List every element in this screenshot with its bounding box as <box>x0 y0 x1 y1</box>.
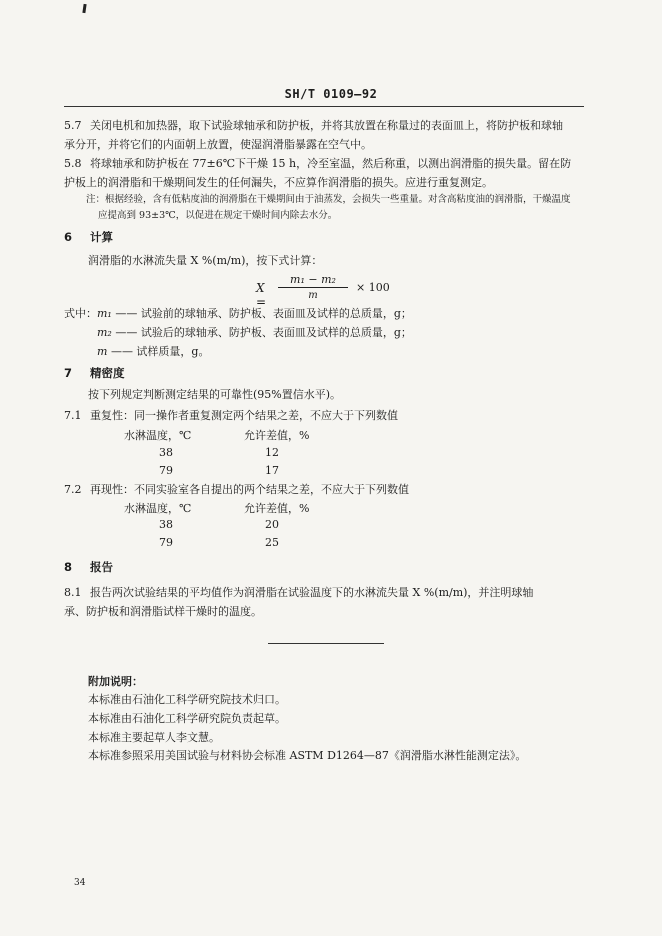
clause-text: 重复性：同一操作者重复测定两个结果之差，不应大于下列数值 <box>90 409 398 422</box>
where-prefix: 式中： <box>64 307 97 320</box>
formula-lhs: X = <box>256 281 267 309</box>
clause-number: 5.7 <box>64 119 82 132</box>
appendix-line: 本标准主要起草人李文慧。 <box>88 731 220 744</box>
clause-number: 5.8 <box>64 157 82 170</box>
clause-7-2 <box>64 480 409 499</box>
clause-text: 报告两次试验结果的平均值作为润滑脂在试验温度下的水淋流失量 X %(m/m)，并注明球轴 <box>90 586 534 599</box>
section-6-heading <box>64 229 113 245</box>
clause-text: 再现性：不同实验室各自提出的两个结果之差，不应大于下列数值 <box>90 483 409 496</box>
def-symbol: m <box>97 345 108 358</box>
section-number: 6 <box>64 230 73 244</box>
repeat-diff-cell: 12 <box>265 446 279 459</box>
def-text: —— 试样质量，g。 <box>110 345 210 358</box>
clause-5-8-cont: 护板上的润滑脂和干燥期间发生的任何漏失，不应算作润滑脂的损失。应进行重复测定。 <box>64 176 493 189</box>
section-title: 计算 <box>90 230 113 244</box>
page-number: 34 <box>74 878 86 888</box>
repeat-temp-cell: 38 <box>159 446 173 459</box>
scan-mark <box>82 4 86 13</box>
header-rule <box>64 106 584 107</box>
repeat-diff-cell: 17 <box>265 464 279 477</box>
appendix-line: 本标准由石油化工科学研究院负责起草。 <box>88 712 286 725</box>
def-symbol: m₁ <box>97 307 112 320</box>
section-number: 8 <box>64 560 73 574</box>
clause-5-7 <box>64 116 563 135</box>
clause-7-1 <box>64 406 398 425</box>
clause-number: 8.1 <box>64 586 82 599</box>
section-title: 报告 <box>90 560 113 574</box>
col-header-temp: 水淋温度，℃ <box>124 429 192 442</box>
definition-2 <box>97 323 412 342</box>
section-8-heading <box>64 559 113 575</box>
definition-1 <box>64 304 412 323</box>
section-number: 7 <box>64 366 73 380</box>
precision-intro: 按下列规定判断测定结果的可靠性(95%置信水平)。 <box>88 388 342 401</box>
clause-5-7-cont: 承分开，并将它们的内面朝上放置，使湿润滑脂暴露在空气中。 <box>64 138 372 151</box>
col-header-diff: 允许差值，% <box>244 502 310 515</box>
section-7-heading <box>64 365 125 381</box>
appendix-line: 本标准由石油化工科学研究院技术归口。 <box>88 693 286 706</box>
clause-5-8 <box>64 154 571 173</box>
def-text: —— 试验前的球轴承、防护板、表面皿及试样的总质量，g； <box>115 307 412 320</box>
clause-8-1 <box>64 583 533 602</box>
calc-intro: 润滑脂的水淋流失量 X %(m/m)，按下式计算： <box>88 254 323 267</box>
clause-number: 7.1 <box>64 409 82 422</box>
note-line-1: 注：根据经验，含有低粘度油的润滑脂在干燥期间由于油蒸发，会损失一些重量。对含高粘度油的润滑脂，干燥温度 <box>86 194 571 205</box>
def-text: —— 试验后的球轴承、防护板、表面皿及试样的总质量，g； <box>115 326 412 339</box>
reproduce-diff-cell: 25 <box>265 536 279 549</box>
reproduce-diff-cell: 20 <box>265 518 279 531</box>
clause-number: 7.2 <box>64 483 82 496</box>
formula-fraction <box>278 272 348 303</box>
section-title: 精密度 <box>90 366 125 380</box>
clause-text: 关闭电机和加热器，取下试验球轴承和防护板，并将其放置在称量过的表面皿上，将防护板和球轴 <box>90 119 563 132</box>
appendix-line: 本标准参照采用美国试验与材料协会标准 ASTM D1264—87《润滑脂水淋性能测定法》。 <box>88 749 527 762</box>
col-header-diff: 允许差值，% <box>244 429 310 442</box>
definition-3 <box>97 342 209 361</box>
standard-header: SH/T 0109—92 <box>284 87 378 101</box>
reproduce-temp-cell: 38 <box>159 518 173 531</box>
clause-text: 将球轴承和防护板在 77±6℃下干燥 15 h，冷至室温，然后称重，以测出润滑脂的损失量。留在防 <box>90 157 572 170</box>
clause-8-1-cont: 承、防护板和润滑脂试样干燥时的温度。 <box>64 605 262 618</box>
formula-numerator: m₁ − m₂ <box>278 272 348 288</box>
reproduce-temp-cell: 79 <box>159 536 173 549</box>
repeat-temp-cell: 79 <box>159 464 173 477</box>
appendix-title: 附加说明： <box>88 675 143 688</box>
formula-multiplier: × 100 <box>356 281 390 294</box>
def-symbol: m₂ <box>97 326 112 339</box>
note-line-2: 应提高到 93±3℃，以促进在规定干燥时间内除去水分。 <box>98 210 338 221</box>
formula-denominator: m <box>308 290 318 301</box>
end-rule <box>268 643 384 644</box>
col-header-temp: 水淋温度，℃ <box>124 502 192 515</box>
